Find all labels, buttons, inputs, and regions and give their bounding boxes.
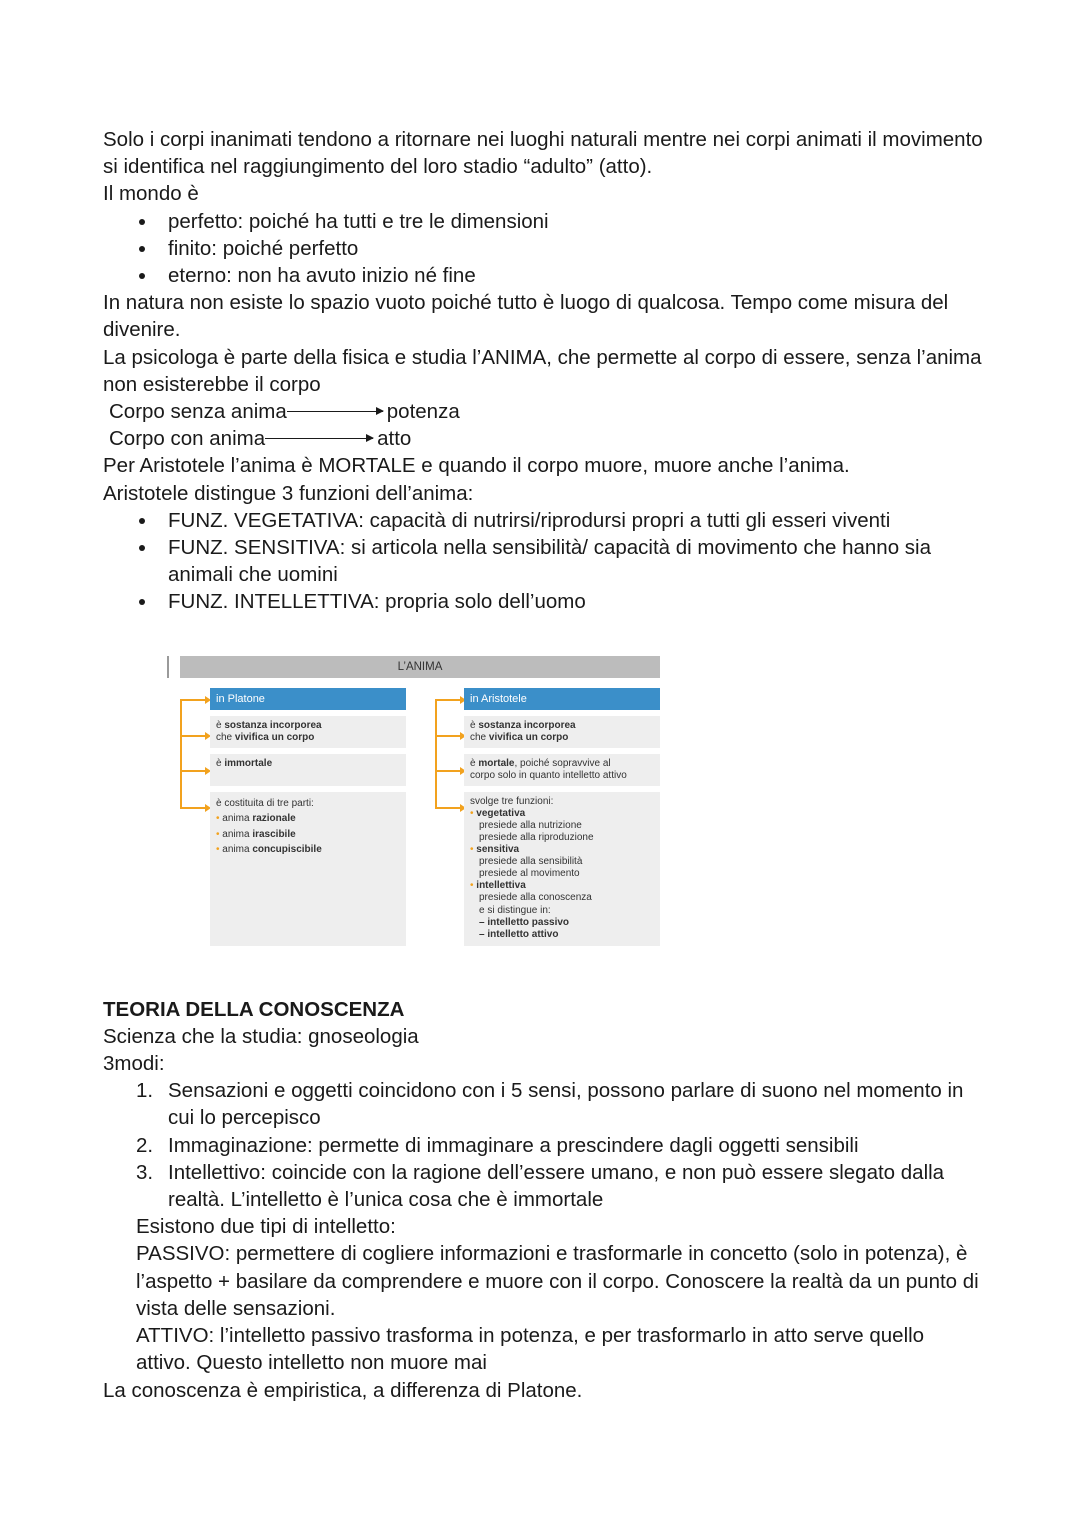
paragraph: In natura non esiste lo spazio vuoto poiché tutto è luogo di qualcosa. Tempo come misura del divenire. bbox=[103, 291, 949, 342]
diagram-box: svolge tre funzioni: • vegetativa presiede alla nutrizione presiede alla riproduzione • sensitiva presiede alla sensibilità presiede al movimento • intellettiva presiede alla conoscenza e si distingue in: – intelletto passivo – intelletto attivo bbox=[464, 792, 660, 946]
paragraph: Per Aristotele l’anima è MORTALE e quando il corpo muore, muore anche l’anima. bbox=[103, 454, 850, 478]
list-item: FUNZ. VEGETATIVA: capacità di nutrirsi/riprodursi propri a tutti gli esseri viventi bbox=[103, 507, 983, 534]
platone-column bbox=[210, 688, 406, 946]
diagram-box: è immortale bbox=[210, 754, 406, 786]
connector bbox=[180, 699, 210, 819]
arrow-right-icon bbox=[287, 411, 383, 412]
paragraph: Solo i corpi inanimati tendono a ritornare nei luoghi naturali mentre nei corpi animati il movimento si identifica nel raggiungimento del loro stadio “adulto” (atto). bbox=[103, 128, 983, 179]
list-item: 3. Intellettivo: coincide con la ragione dell’essere umano, e non può essere slegato dalla realtà. L’intelletto è l’unica cosa che è immortale bbox=[136, 1160, 945, 1212]
list-item: FUNZ. SENSITIVA: si articola nella sensibilità/ capacità di movimento che hanno sia animali che uomini bbox=[103, 534, 983, 588]
diagram-marker bbox=[167, 656, 169, 678]
connector bbox=[435, 699, 465, 819]
document-page bbox=[103, 126, 983, 1404]
arrow-row bbox=[103, 398, 983, 425]
diagram-title: L’ANIMA bbox=[180, 656, 660, 678]
arrow-right-icon bbox=[265, 438, 373, 439]
paragraph: PASSIVO: permettere di cogliere informazioni e trasformarle in concetto (solo in potenza), è l’aspetto + basilare da comprendere e muore con il corpo. Conoscere la realtà da un punto di vista delle sensazioni. bbox=[136, 1242, 979, 1320]
paragraph: La conoscenza è empiristica, a differenza di Platone. bbox=[103, 1378, 583, 1402]
diagram-box: è costituita di tre parti: • anima razionale • anima irascibile • anima concupiscibile bbox=[210, 792, 406, 946]
diagram-box: è sostanza incorporea che vivifica un corpo bbox=[464, 716, 660, 748]
diagram-box: è mortale, poiché sopravvive al corpo solo in quanto intelletto attivo bbox=[464, 754, 660, 786]
list-item: eterno: non ha avuto inizio né fine bbox=[103, 262, 983, 289]
list-item: perfetto: poiché ha tutti e tre le dimensioni bbox=[103, 208, 983, 235]
aristotele-column bbox=[464, 688, 660, 946]
paragraph: La psicologa è parte della fisica e studia l’ANIMA, che permette al corpo di essere, senza l’anima non esisterebbe il corpo bbox=[103, 345, 982, 396]
paragraph: 3modi: bbox=[103, 1052, 165, 1076]
list-item: 2. Immaginazione: permette di immaginare a prescindere dagli oggetti sensibili bbox=[136, 1133, 859, 1157]
modes-list bbox=[103, 1077, 983, 1213]
arrow-row bbox=[103, 425, 983, 452]
arrow-right-text: potenza bbox=[386, 400, 460, 424]
anima-diagram bbox=[167, 656, 667, 956]
arrow-right-text: atto bbox=[377, 427, 412, 451]
world-list bbox=[103, 208, 983, 290]
paragraph: Scienza che la studia: gnoseologia bbox=[103, 1024, 419, 1048]
column-header: in Platone bbox=[210, 688, 406, 710]
paragraph: ATTIVO: l’intelletto passivo trasforma in potenza, e per trasformarlo in atto serve quello attivo. Questo intelletto non muore mai bbox=[136, 1324, 925, 1375]
column-header: in Aristotele bbox=[464, 688, 660, 710]
list-item: 1. Sensazioni e oggetti coincidono con i 5 sensi, possono parlare di suono nel momento in cui lo percepisco bbox=[136, 1079, 964, 1130]
arrow-left-text: Corpo senza anima bbox=[109, 400, 287, 424]
arrow-left-text: Corpo con anima bbox=[109, 427, 266, 451]
paragraph: Esistono due tipi di intelletto: bbox=[136, 1215, 396, 1239]
diagram-box: è sostanza incorporea che vivifica un corpo bbox=[210, 716, 406, 748]
list-item: FUNZ. INTELLETTIVA: propria solo dell’uomo bbox=[103, 588, 983, 615]
list-item: finito: poiché perfetto bbox=[103, 235, 983, 262]
section-title: TEORIA DELLA CONOSCENZA bbox=[103, 997, 405, 1021]
paragraph: Aristotele distingue 3 funzioni dell’anima: bbox=[103, 481, 474, 505]
functions-list bbox=[103, 507, 983, 616]
paragraph: Il mondo è bbox=[103, 182, 199, 206]
